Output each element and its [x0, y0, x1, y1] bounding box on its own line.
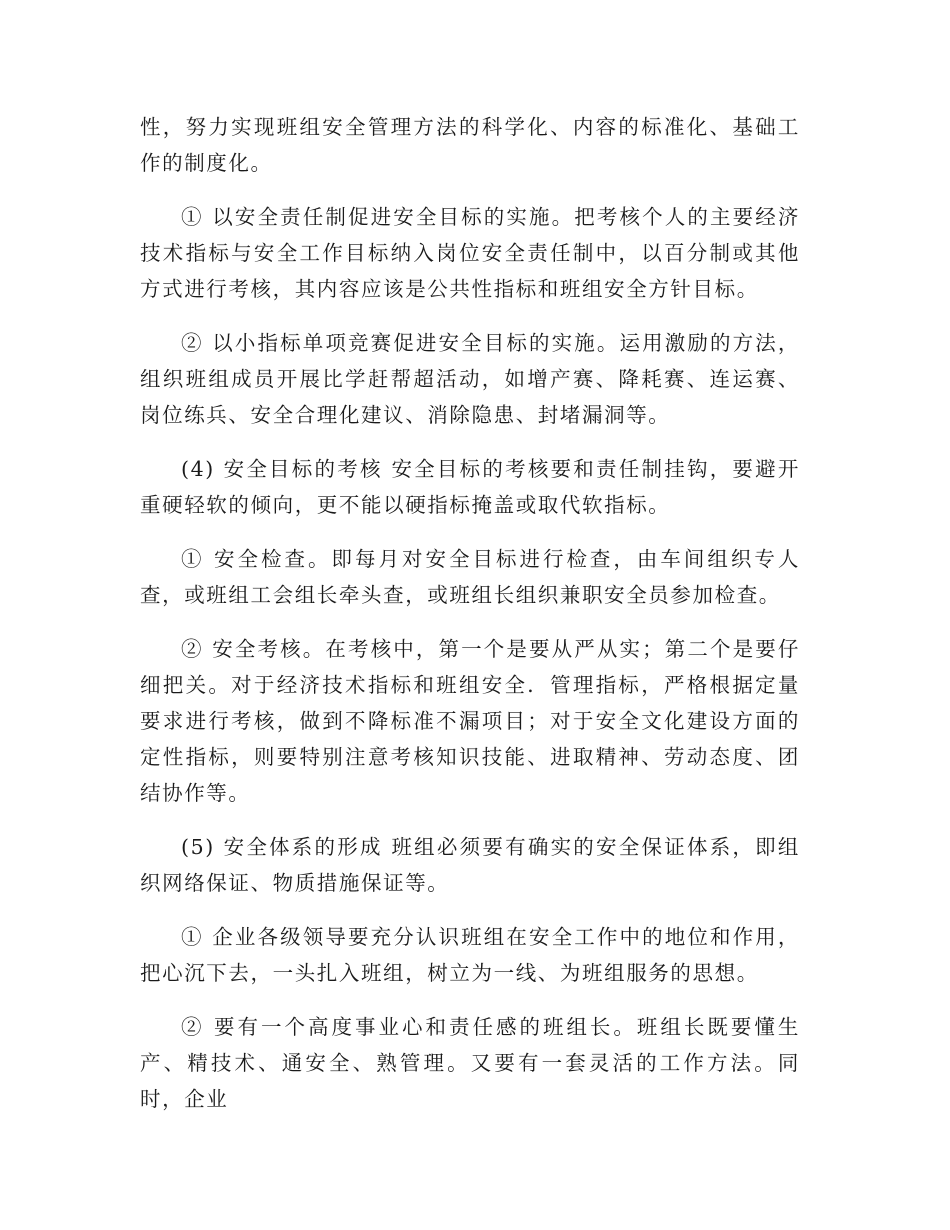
- paragraph-item-competition: ② 以小指标单项竞赛促进安全目标的实施。运用激励的方法，组织班组成员开展比学赶帮超活动，如增产赛、降耗赛、连运赛、岗位练兵、安全合理化建议、消除隐患、封堵漏洞等。: [140, 331, 800, 427]
- paragraph-heading-assessment: (4) 安全目标的考核 安全目标的考核要和责任制挂钩，要避开重硬轻软的倾向，更不能以硬指标掩盖或取代软指标。: [140, 457, 800, 517]
- document-body: [140, 109, 800, 1135]
- paragraph-item-inspection: ① 安全检查。即每月对安全目标进行检查，由车间组织专人查，或班组工会组长牵头查，或班组长组织兼职安全员参加检查。: [140, 547, 800, 607]
- paragraph-heading-system: (5) 安全体系的形成 班组必须要有确实的安全保证体系，即组织网络保证、物质措施保证等。: [140, 835, 800, 895]
- paragraph-item-responsibility: ① 以安全责任制促进安全目标的实施。把考核个人的主要经济技术指标与安全工作目标纳入岗位安全责任制中，以百分制或其他方式进行考核，其内容应该是公共性指标和班组安全方针目标。: [140, 205, 800, 301]
- paragraph-continuation: 性，努力实现班组安全管理方法的科学化、内容的标准化、基础工作的制度化。: [140, 115, 800, 175]
- paragraph-item-team-leader: ② 要有一个高度事业心和责任感的班组长。班组长既要懂生产、精技术、通安全、熟管理。又要有一套灵活的工作方法。同时，企业: [140, 1015, 800, 1111]
- paragraph-item-leadership: ① 企业各级领导要充分认识班组在安全工作中的地位和作用，把心沉下去，一头扎入班组，树立为一线、为班组服务的思想。: [140, 925, 800, 985]
- paragraph-item-evaluation: ② 安全考核。在考核中，第一个是要从严从实；第二个是要仔细把关。对于经济技术指标和班组安全．管理指标，严格根据定量要求进行考核，做到不降标准不漏项目；对于安全文化建设方面的定性指标，则要特别注意考核知识技能、进取精神、劳动态度、团结协作等。: [140, 637, 800, 805]
